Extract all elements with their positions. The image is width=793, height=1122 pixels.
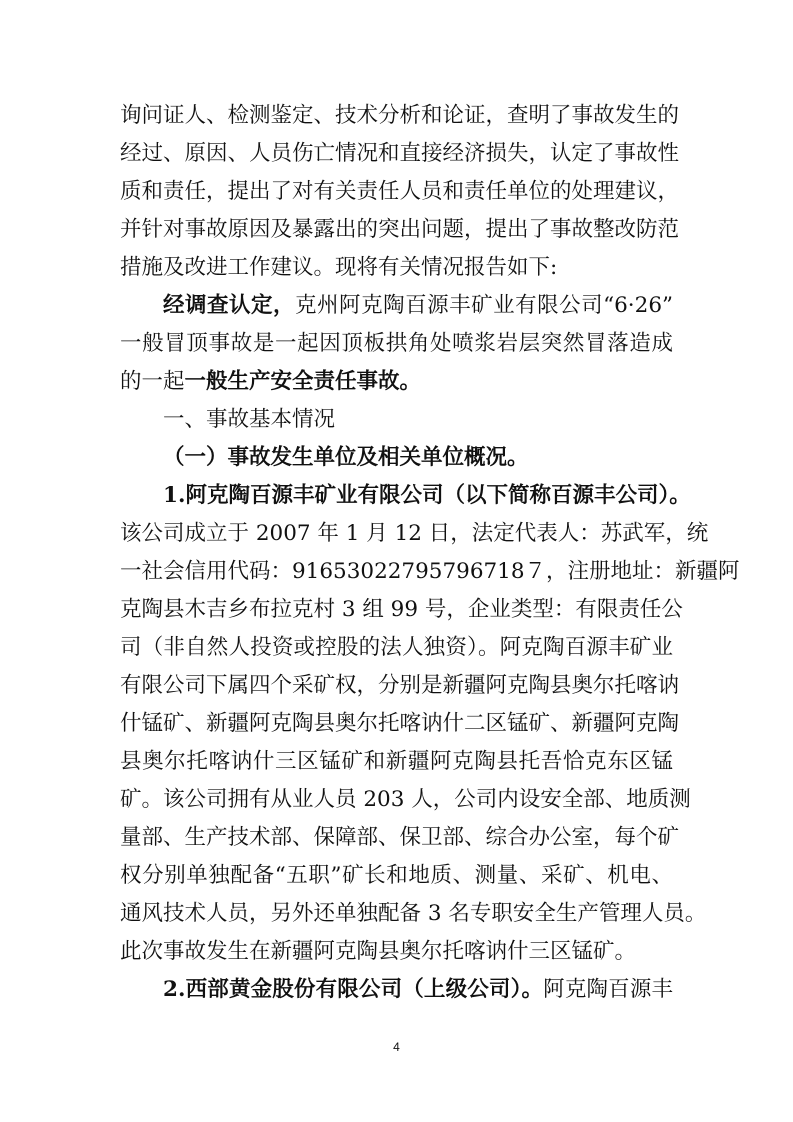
text-line: 经过、原因、人员伤亡情况和直接经济损失，认定了事故性 bbox=[120, 141, 680, 166]
text-line: 措施及改进工作建议。现将有关情况报告如下: bbox=[120, 255, 558, 280]
company-heading: 1.阿克陶百源丰矿业有限公司（以下简称百源丰公司）。 bbox=[163, 483, 691, 508]
text-line: 通风技术人员，另外还单独配备 3 名专职安全生产管理人员。 bbox=[120, 901, 707, 926]
conclusion-lead: 经调查认定， bbox=[163, 293, 296, 318]
parent-company-heading: 2.西部黄金股份有限公司（上级公司）。 bbox=[163, 977, 544, 1002]
conclusion-text: 克州阿克陶百源丰矿业有限公司“6·26” bbox=[295, 293, 673, 318]
text-line: 一社会信用代码：91653022795796718７，注册地址：新疆阿 bbox=[120, 559, 740, 584]
conclusion-verdict: 一般生产安全责任事故。 bbox=[184, 369, 422, 394]
text-line: 该公司成立于 2007 年 1 月 12 日，法定代表人：苏武军，统 bbox=[120, 521, 709, 546]
text-line: 什锰矿、新疆阿克陶县奥尔托喀讷什二区锰矿、新疆阿克陶 bbox=[120, 711, 680, 736]
text-line: 一般冒顶事故是一起因顶板拱角处喷浆岩层突然冒落造成 bbox=[120, 331, 673, 356]
text-line: 量部、生产技术部、保障部、保卫部、综合办公室，每个矿 bbox=[120, 825, 680, 850]
text-line bbox=[163, 977, 673, 1003]
page-number: 4 bbox=[393, 1040, 400, 1054]
parent-company-text: 阿克陶百源丰 bbox=[543, 977, 673, 1002]
text-line: 此次事故发生在新疆阿克陶县奥尔托喀讷什三区锰矿。 bbox=[120, 939, 637, 964]
text-line bbox=[163, 293, 673, 319]
text-line: 矿。该公司拥有从业人员 203 人，公司内设安全部、地质测 bbox=[120, 787, 691, 812]
section-heading: 一、事故基本情况 bbox=[163, 407, 336, 432]
text-line: 质和责任，提出了对有关责任人员和责任单位的处理建议， bbox=[120, 179, 680, 204]
text-line: 县奥尔托喀讷什三区锰矿和新疆阿克陶县托吾恰克东区锰 bbox=[120, 749, 673, 774]
text-line: 司（非自然人投资或控股的法人独资）。阿克陶百源丰矿业 bbox=[120, 635, 673, 660]
text-line: 询问证人、检测鉴定、技术分析和论证，查明了事故发生的 bbox=[120, 103, 680, 128]
subsection-heading: （一）事故发生单位及相关单位概况。 bbox=[163, 445, 529, 470]
text-line: 并针对事故原因及暴露出的突出问题，提出了事故整改防范 bbox=[120, 217, 680, 242]
text-line: 克陶县木吉乡布拉克村 3 组 99 号，企业类型：有限责任公 bbox=[120, 597, 683, 622]
conclusion-text: 的一起 bbox=[120, 369, 185, 394]
text-line bbox=[120, 369, 673, 395]
text-line: 有限公司下属四个采矿权，分别是新疆阿克陶县奥尔托喀讷 bbox=[120, 673, 680, 698]
text-line: 权分别单独配备“五职”矿长和地质、测量、采矿、机电、 bbox=[120, 863, 673, 888]
